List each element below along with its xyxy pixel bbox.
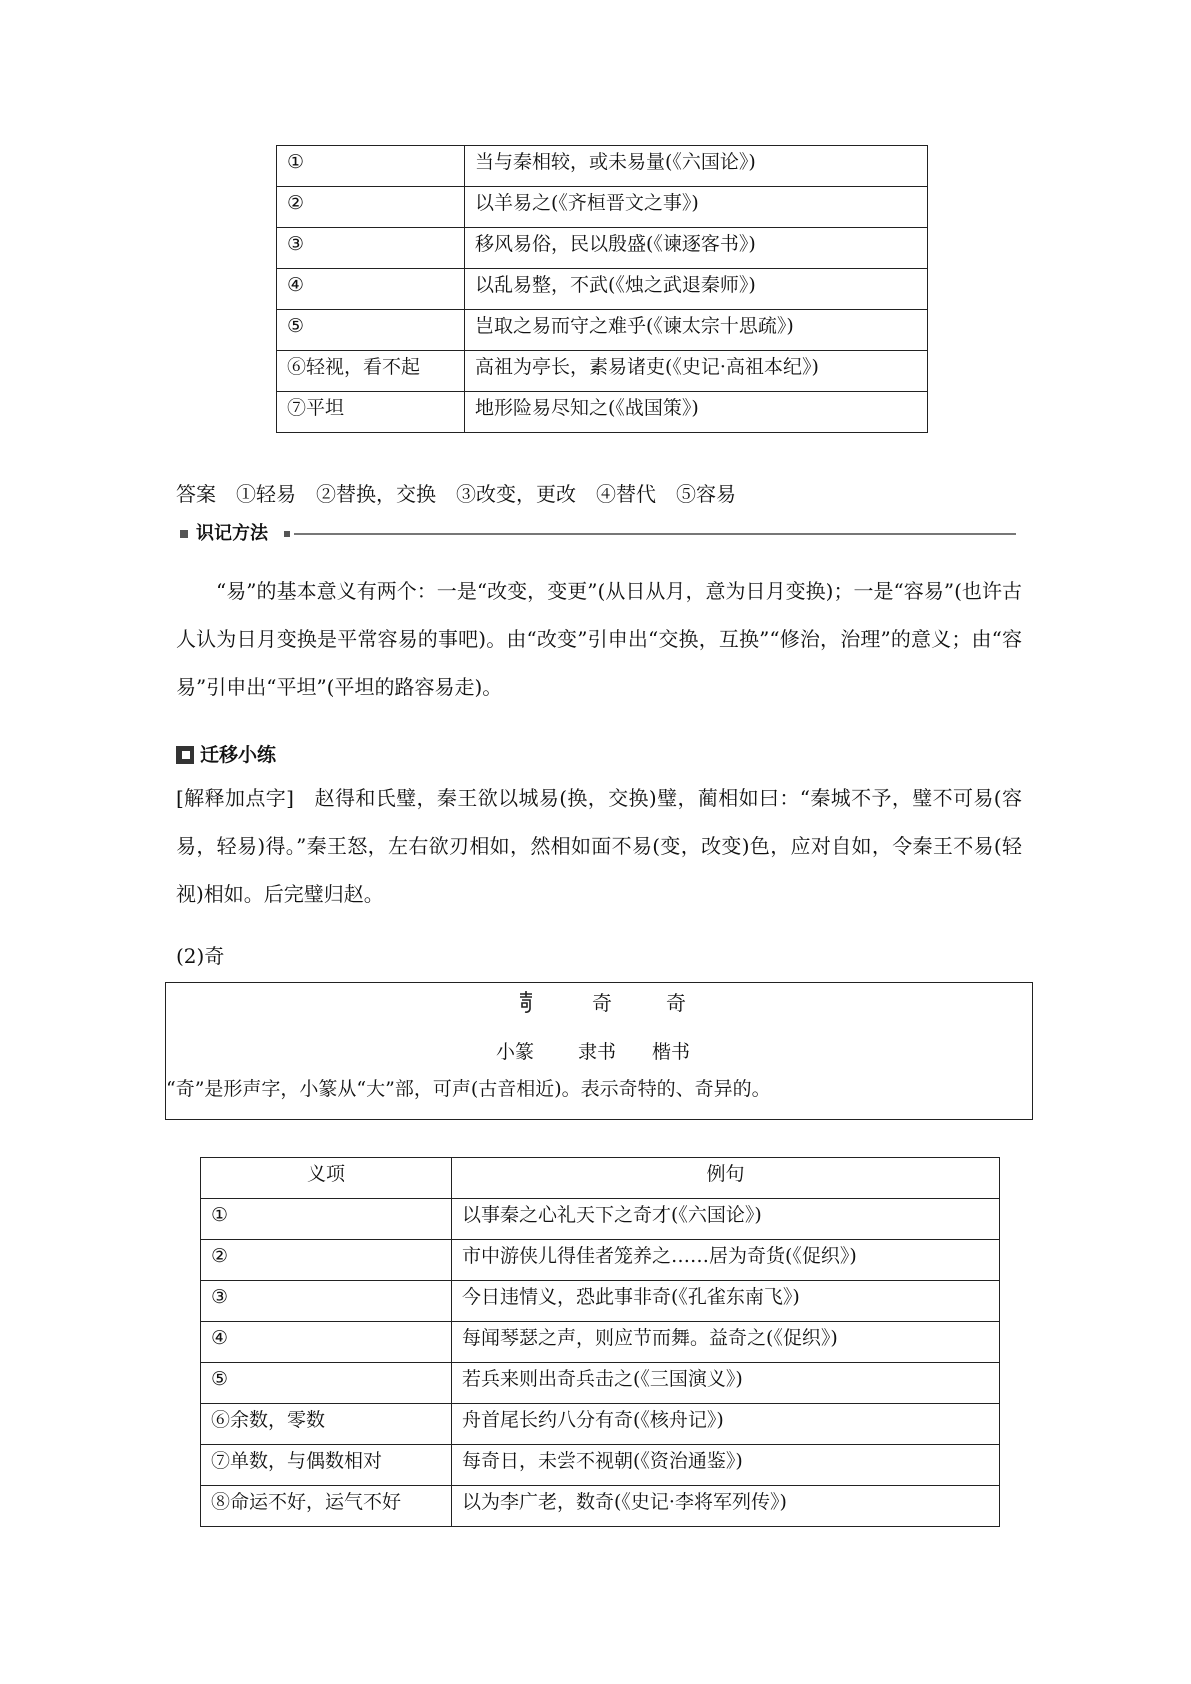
sense-cell: ⑤ xyxy=(277,310,465,351)
answer-label: 答案 xyxy=(176,482,216,506)
table-row xyxy=(201,1363,1000,1404)
example-cell: 地形险易尽知之(《战国策》) xyxy=(465,392,928,433)
sense-cell: ② xyxy=(201,1240,452,1281)
table-row xyxy=(277,392,928,433)
example-cell: 以羊易之(《齐桓晋文之事》) xyxy=(465,187,928,228)
table-row xyxy=(201,1445,1000,1486)
practice-paragraph: [解释加点字] 赵得和氏璧，秦王欲以城易(换，交换)璧，蔺相如曰：“秦城不予，璧不可易(容易，轻易)得。”秦王怒，左右欲刃相如，然相如面不易(变，改变)色，应对自如，令秦王不易(轻视)相如。后完璧归赵。 xyxy=(176,786,1022,906)
table-row xyxy=(201,1404,1000,1445)
practice-title: 迁移小练 xyxy=(200,744,277,766)
answer-line xyxy=(176,479,736,509)
sense-cell: ⑤ xyxy=(201,1363,452,1404)
seal-script-glyph-icon xyxy=(516,989,536,1015)
method-section-header xyxy=(176,522,1016,546)
sense-cell: ③ xyxy=(201,1281,452,1322)
section-icon xyxy=(176,746,194,764)
sense-cell: ⑥轻视，看不起 xyxy=(277,351,465,392)
example-cell: 以为李广老，数奇(《史记·李将军列传》) xyxy=(452,1486,1000,1527)
character-origin-box xyxy=(165,982,1033,1120)
example-cell: 市中游侠儿得佳者笼养之……居为奇货(《促织》) xyxy=(452,1240,1000,1281)
example-cell: 舟首尾长约八分有奇(《核舟记》) xyxy=(452,1404,1000,1445)
regular-script-glyph: 奇 xyxy=(666,991,686,1015)
practice-section-header xyxy=(176,740,276,766)
table-row xyxy=(277,269,928,310)
table-row xyxy=(201,1240,1000,1281)
script-label: 小篆 xyxy=(496,1041,535,1063)
table-row xyxy=(201,1281,1000,1322)
example-cell: 以乱易整，不武(《烛之武退秦师》) xyxy=(465,269,928,310)
table-row xyxy=(277,146,928,187)
table-row xyxy=(201,1486,1000,1527)
clerical-script-glyph: 奇 xyxy=(592,991,612,1015)
sense-cell: ⑥余数，零数 xyxy=(201,1404,452,1445)
example-cell: 当与秦相较，或未易量(《六国论》) xyxy=(465,146,928,187)
script-label: 隶书 xyxy=(578,1041,617,1063)
table-row xyxy=(277,310,928,351)
column-header: 例句 xyxy=(452,1158,1000,1199)
method-paragraph: “易”的基本意义有两个：一是“改变，变更”(从日从月，意为日月变换)；一是“容易”(也许古人认为日月变换是平常容易的事吧)。由“改变”引申出“交换，互换”“修治，治理”的意义；由“容易”引申出“平坦”(平坦的路容易走)。 xyxy=(176,579,1022,699)
table-row xyxy=(201,1322,1000,1363)
sense-cell: ⑦单数，与偶数相对 xyxy=(201,1445,452,1486)
sense-cell: ⑧命运不好，运气不好 xyxy=(201,1486,452,1527)
answer-item: ①轻易 xyxy=(236,482,296,506)
character-description: “奇”是形声字，小篆从“大”部，可声(古音相近)。表示奇特的、奇异的。 xyxy=(166,1078,771,1100)
example-cell: 岂取之易而守之难乎(《谏太宗十思疏》) xyxy=(465,310,928,351)
example-cell: 以事秦之心礼天下之奇才(《六国论》) xyxy=(452,1199,1000,1240)
example-cell: 今日违情义，恐此事非奇(《孔雀东南飞》) xyxy=(452,1281,1000,1322)
square-bullet-icon xyxy=(180,530,188,538)
answer-item: ②替换，交换 xyxy=(316,482,436,506)
example-cell: 每闻琴瑟之声，则应节而舞。益奇之(《促织》) xyxy=(452,1322,1000,1363)
table-row xyxy=(201,1199,1000,1240)
example-cell: 每奇日，未尝不视朝(《资治通鉴》) xyxy=(452,1445,1000,1486)
example-cell: 高祖为亭长，素易诸吏(《史记·高祖本纪》) xyxy=(465,351,928,392)
sense-cell: ④ xyxy=(201,1322,452,1363)
example-cell: 移风易俗，民以殷盛(《谏逐客书》) xyxy=(465,228,928,269)
divider-line xyxy=(294,533,1016,535)
divider-dot xyxy=(284,531,290,537)
sense-cell: ① xyxy=(277,146,465,187)
qi-meaning-table xyxy=(200,1157,1000,1527)
example-cell: 若兵来则出奇兵击之(《三国演义》) xyxy=(452,1363,1000,1404)
table-row xyxy=(277,351,928,392)
answer-item: ④替代 xyxy=(596,482,656,506)
sense-cell: ③ xyxy=(277,228,465,269)
sense-cell: ② xyxy=(277,187,465,228)
script-label: 楷书 xyxy=(652,1041,691,1063)
method-title: 识记方法 xyxy=(196,523,268,544)
column-header: 义项 xyxy=(201,1158,452,1199)
item-heading: (2)奇 xyxy=(176,944,225,968)
table-row xyxy=(277,187,928,228)
sense-cell: ⑦平坦 xyxy=(277,392,465,433)
answer-item: ⑤容易 xyxy=(676,482,736,506)
answer-item: ③改变，更改 xyxy=(456,482,576,506)
sense-cell: ④ xyxy=(277,269,465,310)
sense-cell: ① xyxy=(201,1199,452,1240)
table-header-row xyxy=(201,1158,1000,1199)
yi-meaning-table xyxy=(276,145,928,433)
table-row xyxy=(277,228,928,269)
